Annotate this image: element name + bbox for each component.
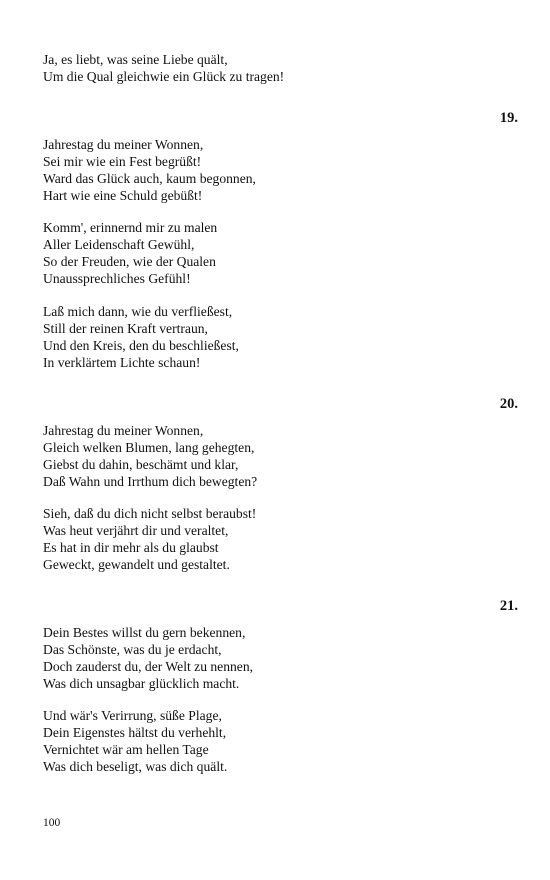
verse-line: Jahrestag du meiner Wonnen, <box>43 137 204 152</box>
verse-line: Laß mich dann, wie du verfließest, <box>43 304 233 319</box>
verse-line: Geweckt, gewandelt und gestaltet. <box>43 557 230 572</box>
verse-line: Um die Qual gleichwie ein Glück zu tragen! <box>43 69 285 84</box>
verse-line: Jahrestag du meiner Wonnen, <box>43 423 204 438</box>
verse-line: In verklärtem Lichte schaun! <box>43 355 201 370</box>
verse-line: Giebst du dahin, beschämt und klar, <box>43 457 239 472</box>
verse-line: Dein Eigenstes hältst du verhehlt, <box>43 725 227 740</box>
poem-number-heading: 21. <box>499 598 518 614</box>
page-number: 100 <box>43 817 61 829</box>
verse-line: Hart wie eine Schuld gebüßt! <box>43 188 203 203</box>
verse-line: Es hat in dir mehr als du glaubst <box>43 540 219 555</box>
verse-line: Ward das Glück auch, kaum begonnen, <box>43 171 256 186</box>
verse-line: Komm', erinnernd mir zu malen <box>43 220 218 235</box>
verse-line: Was dich beseligt, was dich quält. <box>43 759 228 774</box>
verse-line: Ja, es liebt, was seine Liebe quält, <box>43 52 228 67</box>
poem-number-heading: 20. <box>499 396 518 412</box>
verse-line: Und wär's Verirrung, süße Plage, <box>43 708 222 723</box>
verse-line: Was heut verjährt dir und veraltet, <box>43 523 229 538</box>
verse-line: Und den Kreis, den du beschließest, <box>43 338 239 353</box>
poem-number-heading: 19. <box>499 110 518 126</box>
verse-line: Sei mir wie ein Fest begrüßt! <box>43 154 202 169</box>
verse-line: Unaussprechliches Gefühl! <box>43 271 191 286</box>
verse-line: So der Freuden, wie der Qualen <box>43 254 216 269</box>
verse-line: Sieh, daß du dich nicht selbst beraubst! <box>43 506 257 521</box>
verse-line: Was dich unsagbar glücklich macht. <box>43 676 240 691</box>
verse-line: Das Schönste, was du je erdacht, <box>43 642 222 657</box>
verse-line: Gleich welken Blumen, lang gehegten, <box>43 440 255 455</box>
verse-line: Vernichtet wär am hellen Tage <box>43 742 209 757</box>
verse-line: Dein Bestes willst du gern bekennen, <box>43 625 246 640</box>
verse-line: Still der reinen Kraft vertraun, <box>43 321 208 336</box>
verse-line: Daß Wahn und Irrthum dich bewegten? <box>43 474 258 489</box>
verse-line: Doch zauderst du, der Welt zu nennen, <box>43 659 254 674</box>
verse-line: Aller Leidenschaft Gewühl, <box>43 237 195 252</box>
